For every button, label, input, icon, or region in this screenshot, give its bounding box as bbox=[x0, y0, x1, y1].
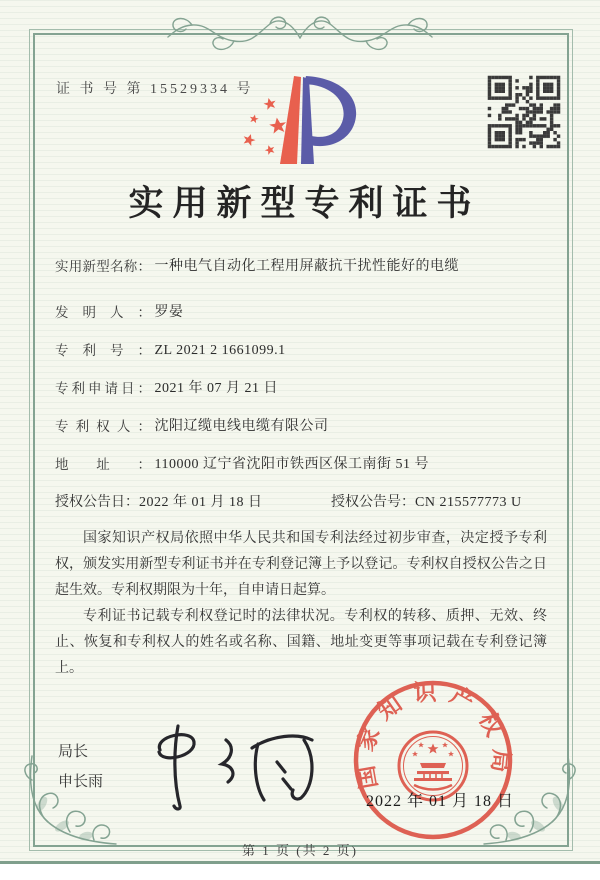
grant-number-label: 授权公告号： bbox=[331, 495, 415, 510]
seal-ring-text: 国家知识产权局 bbox=[351, 679, 515, 791]
field-value: ZL 2021 2 1661099.1 bbox=[154, 343, 286, 358]
field-row-name bbox=[55, 256, 547, 278]
seal-date: 2022 年 01 月 18 日 bbox=[366, 793, 515, 810]
grant-number bbox=[331, 492, 522, 514]
field-value: 沈阳辽缆电线电缆有限公司 bbox=[154, 419, 329, 434]
legal-paragraph-2: 专利证书记载专利权登记时的法律状况。专利权的转移、质押、无效、终止、恢复和专利权人的姓名或名称、国籍、地址变更等事项记载在专利登记簿上。 bbox=[55, 609, 547, 676]
signer-post: 局长 bbox=[58, 744, 89, 760]
grant-number-value: CN 215577773 U bbox=[415, 495, 522, 510]
field-list bbox=[55, 256, 547, 530]
field-label: 专利申请日： bbox=[55, 381, 151, 396]
legal-paragraph-1: 国家知识产权局依照中华人民共和国专利法经过初步审查，决定授予专利权，颁发实用新型专利证书并在专利登记簿上予以登记。专利权自授权公告之日起生效。专利权期限为十年，自申请日起算。 bbox=[55, 531, 547, 598]
grant-date-value: 2022 年 01 月 18 日 bbox=[139, 495, 263, 510]
field-label: 实用新型名称： bbox=[55, 259, 151, 274]
field-value: 110000 辽宁省沈阳市铁西区保工南街 51 号 bbox=[154, 457, 429, 472]
field-row-patentee bbox=[55, 416, 547, 438]
svg-text:国家知识产权局 bbox=[351, 679, 514, 790]
cnipa-logo-icon bbox=[234, 72, 366, 168]
field-row-inventor bbox=[55, 302, 547, 324]
field-value: 2021 年 07 月 21 日 bbox=[154, 381, 278, 396]
official-seal-icon bbox=[351, 678, 515, 842]
field-label: 地址： bbox=[55, 457, 151, 472]
certificate-number: 证 书 号 第 15529334 号 bbox=[56, 82, 254, 97]
field-value: 一种电气自动化工程用屏蔽抗干扰性能好的电缆 bbox=[154, 259, 459, 274]
field-label: 专利权人： bbox=[55, 419, 151, 434]
handwritten-signature-icon bbox=[130, 714, 340, 818]
field-row-grant bbox=[55, 492, 547, 514]
field-row-address bbox=[55, 454, 547, 476]
field-label: 专利号： bbox=[55, 343, 151, 358]
signer-name: 申长雨 bbox=[58, 774, 104, 790]
field-row-filing-date bbox=[55, 378, 547, 400]
grant-date-label: 授权公告日： bbox=[55, 495, 139, 510]
field-value: 罗晏 bbox=[154, 305, 184, 320]
certificate-title: 实用新型专利证书 bbox=[128, 184, 481, 223]
page-footer: 第 1 页 (共 2 页) bbox=[242, 843, 358, 858]
field-row-patent-number bbox=[55, 340, 547, 362]
qr-code bbox=[486, 74, 562, 150]
legal-text bbox=[55, 526, 547, 682]
field-label: 发明人： bbox=[55, 305, 151, 320]
